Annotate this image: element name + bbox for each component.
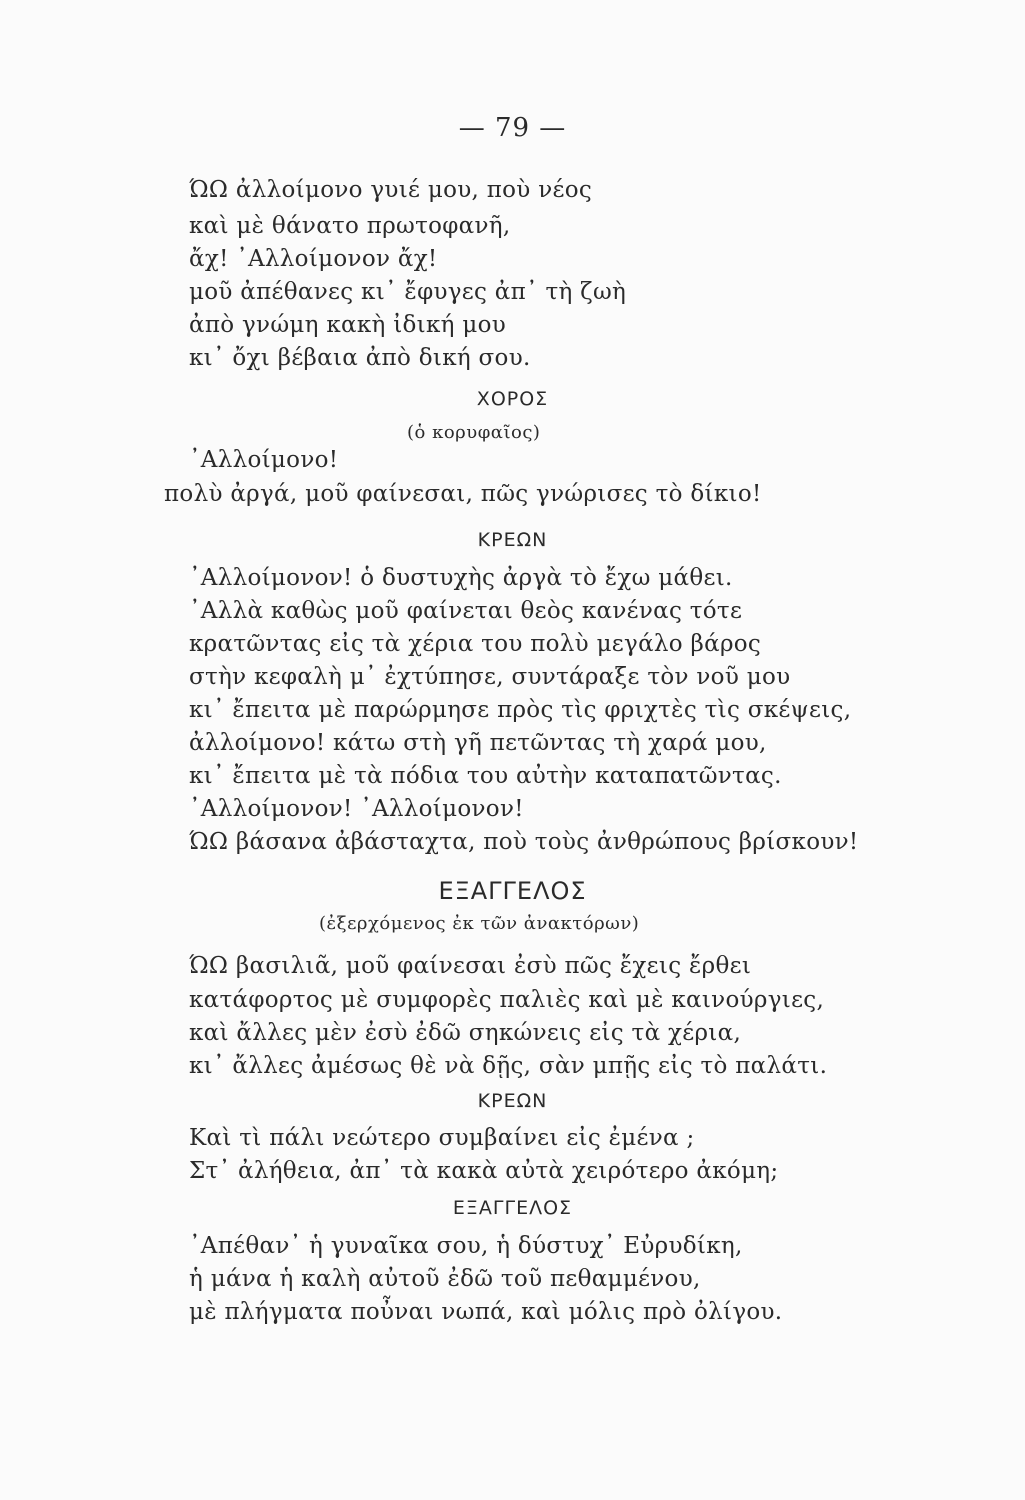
verse-line: ᾿Αλλοίμονο! [189,447,339,473]
verse-line: μὲ πλήγματα ποὖναι νωπά, καὶ μόλις πρὸ ὀλίγου. [189,1299,783,1325]
verse-line: ᾿Απέθαν᾽ ἡ γυναῖκα σου, ἡ δύστυχ᾽ Εὐρυδίκη, [189,1233,743,1259]
speaker-exangelos: ΕΞΑΓΓΕΛΟΣ [438,877,587,905]
verse-line: κι᾽ ὄχι βέβαια ἀπὸ δική σου. [189,345,531,371]
verse-line: πολὺ ἀργά, μοῦ φαίνεσαι, πῶς γνώρισες τὸ δίκιο! [164,481,762,507]
verse-line: καὶ μὲ θάνατο πρωτοφανῆ, [189,213,511,239]
verse-line: Στ᾽ ἀλήθεια, ἀπ᾽ τὰ κακὰ αὐτὰ χειρότερο ἀκόμη; [189,1158,779,1184]
verse-line: κι᾽ ἄλλες ἀμέσως θὲ νὰ δῇς, σὰν μπῇς εἰς τὸ παλάτι. [189,1053,828,1079]
verse-line: κρατῶντας εἰς τὰ χέρια του πολὺ μεγάλο βάρος [189,631,762,657]
verse-line: κι᾽ ἔπειτα μὲ παρώρμησε πρὸς τὶς φριχτὲς τὶς σκέψεις, [189,697,852,723]
verse-line: ΏΩ ἀλλοίμονο γυιέ μου, ποὺ νέος [189,177,593,203]
verse-line: ᾿Αλλὰ καθὼς μοῦ φαίνεται θεὸς κανένας τότε [189,598,743,624]
stage-direction: (ὁ κορυφαῖος) [407,422,541,443]
speaker-choros: ΧΟΡΟΣ [476,388,549,410]
verse-line: κατάφορτος μὲ συμφορὲς παλιὲς καὶ μὲ καινούργιες, [189,987,825,1013]
verse-line: ἀλλοίμονο! κάτω στὴ γῆ πετῶντας τὴ χαρά μου, [189,730,767,756]
verse-line: ᾿Αλλοίμονον! ᾿Αλλοίμονον! [189,796,524,822]
speaker-exangelos: ΕΞΑΓΓΕΛΟΣ [452,1197,573,1219]
verse-line: ᾿Αλλοίμονον! ὁ δυστυχὴς ἀργὰ τὸ ἔχω μάθει. [189,565,733,591]
verse-line: ΏΩ βάσανα ἀβάσταχτα, ποὺ τοὺς ἀνθρώπους βρίσκουν! [189,829,859,855]
verse-line: ἡ μάνα ἡ καλὴ αὐτοῦ ἐδῶ τοῦ πεθαμμένου, [189,1266,701,1292]
verse-line: κι᾽ ἔπειτα μὲ τὰ πόδια του αὐτὴν καταπατῶντας. [189,763,782,789]
page-number: — 79 — [458,113,567,143]
verse-line: ΏΩ βασιλιᾶ, μοῦ φαίνεσαι ἐσὺ πῶς ἔχεις ἔρθει [189,953,752,979]
verse-line: ἄχ! ᾿Αλλοίμονον ἄχ! [189,246,438,272]
speaker-kreon: ΚΡΕΩΝ [477,529,548,551]
verse-line: ἀπὸ γνώμη κακὴ ἰδική μου [189,312,507,338]
verse-line: Καὶ τὶ πάλι νεώτερο συμβαίνει εἰς ἐμένα ; [189,1125,695,1151]
verse-line: στὴν κεφαλὴ μ᾽ ἐχτύπησε, συντάραξε τὸν νοῦ μου [189,664,791,690]
speaker-kreon: ΚΡΕΩΝ [477,1090,548,1112]
stage-direction: (ἐξερχόμενος ἐκ τῶν ἀνακτόρων) [319,913,640,934]
verse-line: καὶ ἄλλες μὲν ἐσὺ ἐδῶ σηκώνεις εἰς τὰ χέρια, [189,1020,742,1046]
verse-line: μοῦ ἀπέθανες κι᾽ ἔφυγες ἀπ᾽ τὴ ζωὴ [189,279,627,305]
